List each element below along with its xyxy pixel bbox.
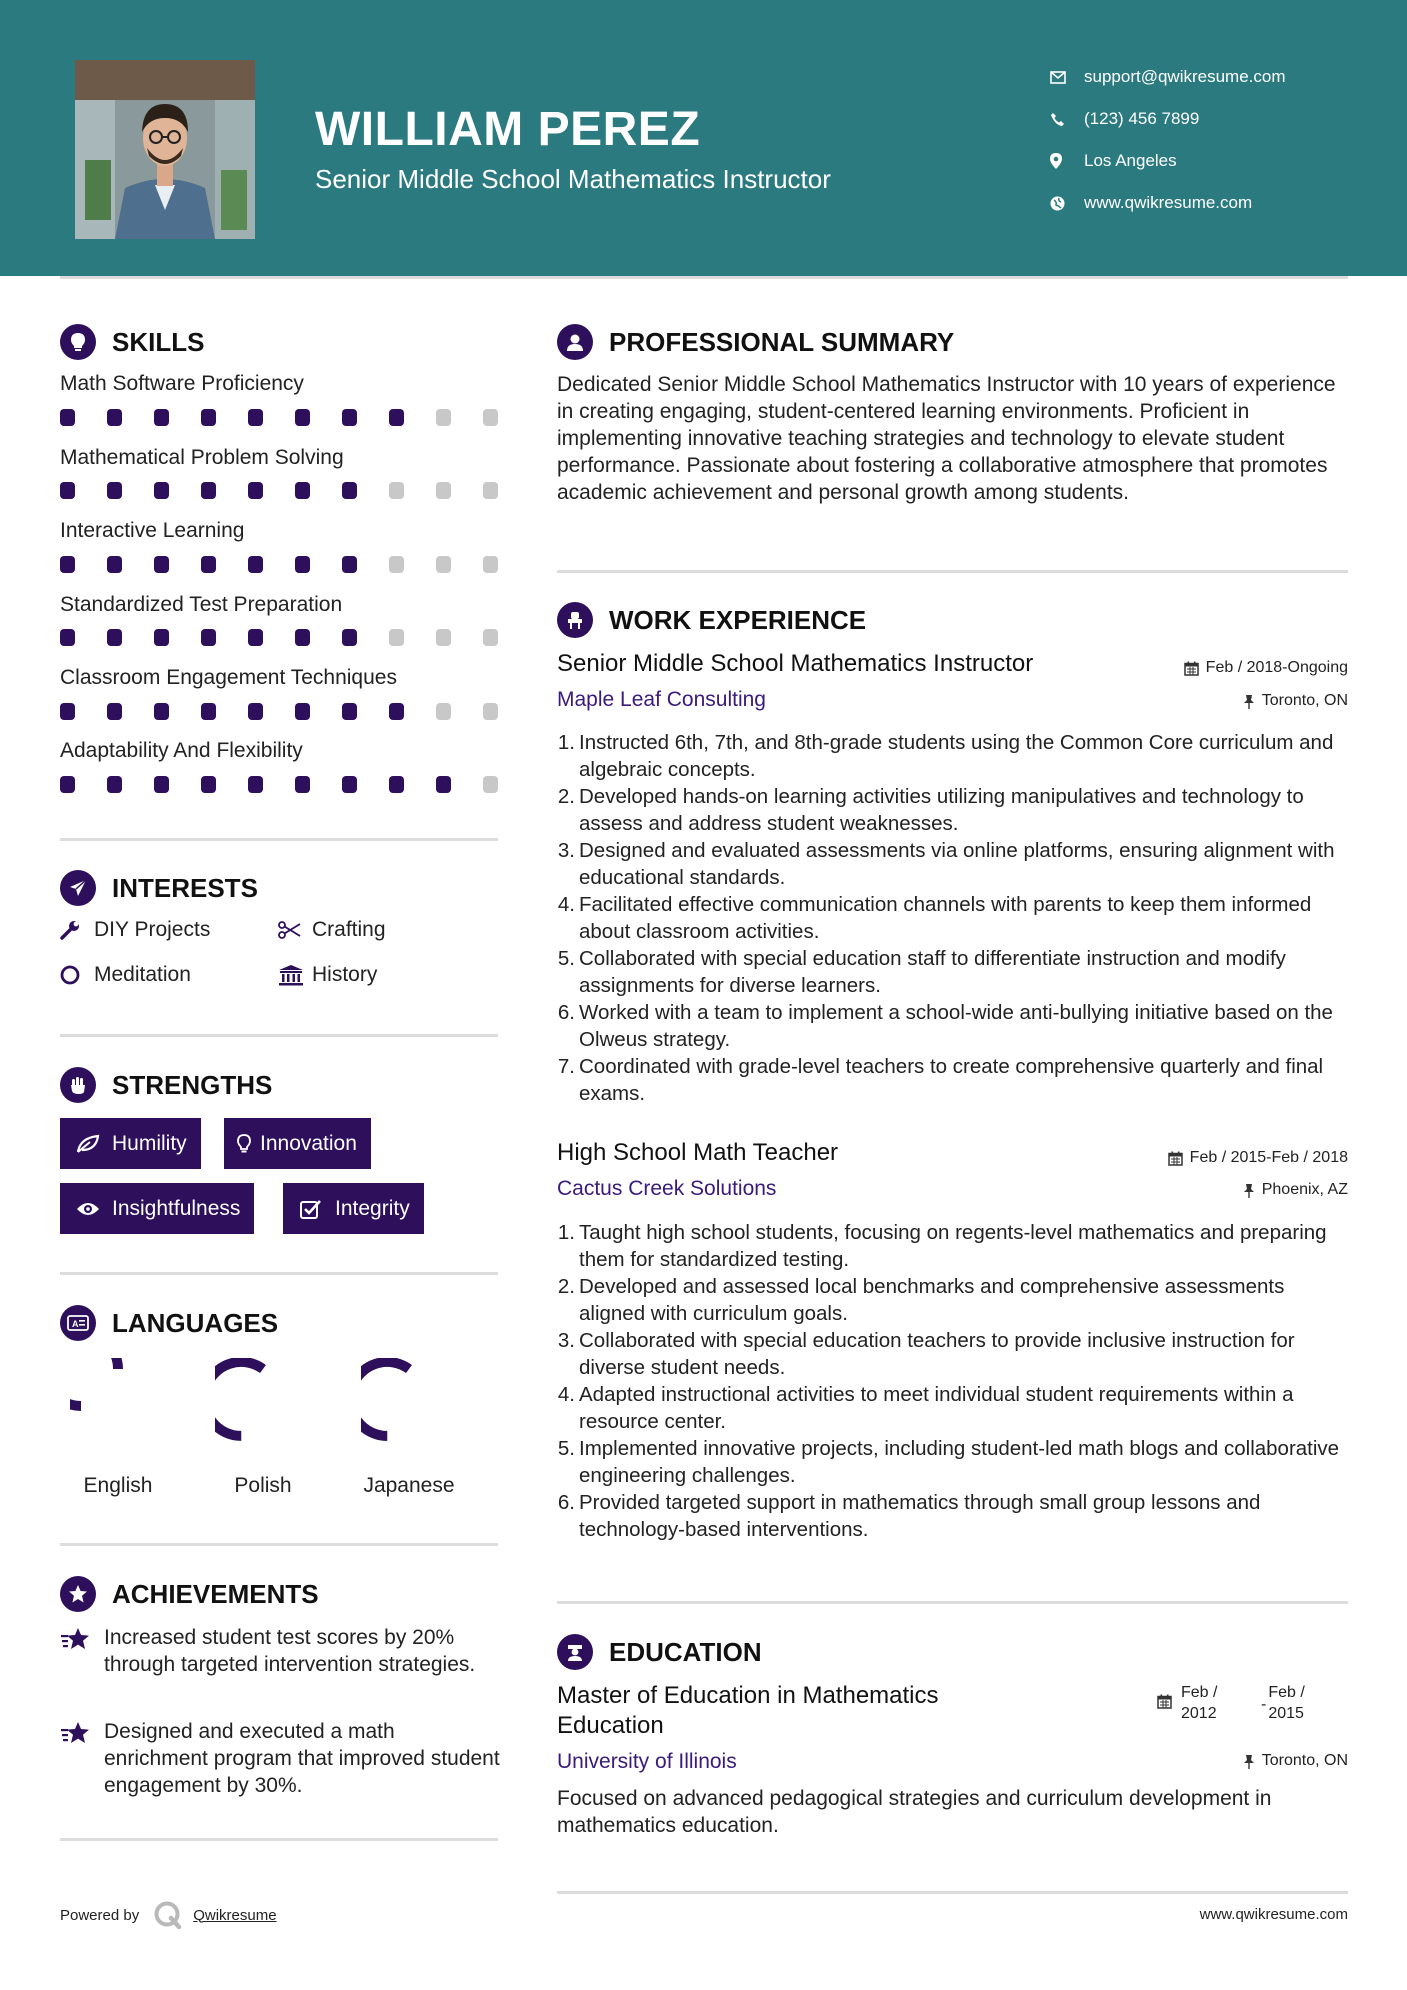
language-level-arc [361,1362,409,1436]
education-start-date: Feb / 2012 [1181,1684,1218,1722]
school-name: University of Illinois [557,1750,737,1773]
language-progress-ring [361,1358,457,1454]
skill-name: Interactive Learning [60,519,245,542]
briefcase-icon [557,602,593,638]
education-end-date: Feb / 2015 [1268,1684,1305,1722]
contact-email[interactable] [1050,56,1286,98]
skill-dot-filled [295,703,310,720]
skill-dot-filled [107,556,122,573]
lightbulb-icon [60,324,96,360]
calendar-icon [1168,1151,1183,1166]
skill-dot-filled [248,482,263,499]
candidate-name: WILLIAM PEREZ [315,103,701,156]
language-label: Polish [234,1474,292,1497]
interest-item [278,918,386,942]
skill-dot-empty [436,482,451,499]
degree-line-2: Education [557,1712,664,1739]
duty-number: 6. [557,1001,575,1024]
achievement-text: Increased student test scores by 20% through targeted intervention strategies. [104,1626,476,1676]
strength-label: Integrity [335,1196,410,1220]
skill-dot-filled [154,776,169,793]
section-divider [60,1034,498,1037]
work-title: WORK EXPERIENCE [609,604,867,635]
skill-rating [60,556,498,573]
duty-number: 5. [557,1437,575,1460]
job-location-text: Phoenix, AZ [1261,1181,1348,1198]
duty-item [557,945,1347,999]
skill-dot-empty [389,629,404,646]
duty-text: Worked with a team to implement a school-wide anti-bullying initiative based on the Olweus strategy. [579,1001,1333,1051]
skill-dot-empty [483,556,498,573]
duty-number: 3. [557,1329,575,1352]
skill-dot-filled [201,556,216,573]
skills-heading [60,324,204,360]
powered-by-text: Powered by [60,1906,140,1924]
strength-label: Innovation [260,1131,357,1155]
duty-item [557,1053,1347,1107]
skill-dot-filled [60,409,75,426]
education-location-text: Toronto, ON [1261,1752,1348,1769]
skill-dot-empty [483,482,498,499]
duty-number: 1. [557,1221,575,1244]
duty-number: 6. [557,1491,575,1514]
contact-website[interactable] [1050,182,1286,224]
skill-name: Math Software Proficiency [60,372,304,395]
skill-dot-filled [342,409,357,426]
education-heading [557,1634,762,1670]
skill-dot-filled [248,703,263,720]
job-dates-text: Feb / 2018-Ongoing [1205,659,1348,676]
job-dates-text: Feb / 2015-Feb / 2018 [1189,1149,1348,1166]
skill-dot-empty [389,482,404,499]
section-divider [60,1272,498,1275]
job-location [1243,692,1348,710]
job-title: Senior Middle School Mathematics Instructor [557,650,1034,677]
duty-text: Adapted instructional activities to meet individual student requirements within a resource center. [579,1383,1294,1433]
duty-text: Designed and evaluated assessments via online platforms, ensuring alignment with educational standards. [579,839,1335,889]
skill-rating [60,776,498,793]
qwikresume-link[interactable]: Qwikresume [193,1906,277,1924]
skill-dot-filled [107,703,122,720]
skill-dot-filled [201,703,216,720]
skill-dot-filled [107,409,122,426]
contact-location-text: Los Angeles [1084,151,1177,170]
duty-number: 5. [557,947,575,970]
skill-name: Standardized Test Preparation [60,593,343,616]
date-separator: - [1261,1696,1267,1713]
duty-number: 1. [557,731,575,754]
skill-dot-filled [295,776,310,793]
skill-dot-filled [201,776,216,793]
company-name: Maple Leaf Consulting [557,688,766,711]
achievement-item [60,1718,500,1799]
duty-text: Collaborated with special education teachers to provide inclusive instruction for diverse student needs. [579,1329,1295,1379]
footer-website[interactable]: www.qwikresume.com [1199,1906,1348,1923]
duty-number: 7. [557,1055,575,1078]
phone-icon [1050,112,1084,127]
duty-text: Developed hands-on learning activities utilizing manipulatives and technology to assess and address student weaknesses. [579,785,1304,835]
svg-text:A: A [72,1319,79,1329]
skill-dot-filled [389,703,404,720]
education-location [1243,1752,1348,1770]
skill-dot-filled [342,556,357,573]
duty-item [557,1489,1347,1543]
skill-dot-empty [436,703,451,720]
duty-number: 2. [557,785,575,808]
footer-branding [60,1900,277,1930]
skill-dot-filled [107,629,122,646]
skill-name: Mathematical Problem Solving [60,446,344,469]
section-divider [60,1543,498,1546]
paper-plane-icon [60,870,96,906]
skill-dot-filled [154,556,169,573]
circle-icon [60,965,94,985]
skill-dot-filled [248,629,263,646]
strength-tag [224,1118,371,1169]
duty-text: Instructed 6th, 7th, and 8th-grade students using the Common Core curriculum and algebraic concepts. [579,731,1334,781]
duty-text: Implemented innovative projects, including student-led math blogs and collaborative engineering challenges. [579,1437,1340,1487]
summary-text: Dedicated Senior Middle School Mathematics Instructor with 10 years of experience in creating engaging, student-centered learning environments. Proficient in implementing innovative teaching strategies and technology to elevate student performance. Passionate about fostering a collaborative atmosphere that promotes academic achievement and personal growth among students. [557,373,1336,504]
envelope-icon [1050,71,1084,84]
strengths-heading [60,1067,272,1103]
skill-rating [60,482,498,499]
skill-dot-filled [60,776,75,793]
skill-dot-filled [154,629,169,646]
skill-dot-filled [107,482,122,499]
language-level-arc [70,1358,118,1406]
languages-title: LANGUAGES [112,1307,279,1338]
eye-icon [70,1201,106,1217]
hand-icon [60,1067,96,1103]
profile-photo [75,60,255,239]
skill-dot-filled [248,776,263,793]
check-square-icon [293,1199,329,1219]
interest-label: Meditation [94,963,191,986]
skill-dot-filled [60,556,75,573]
strength-label: Insightfulness [112,1196,241,1220]
education-dates [1157,1682,1305,1724]
skill-name: Classroom Engagement Techniques [60,666,397,689]
calendar-icon [1157,1694,1172,1715]
skill-dot-empty [436,629,451,646]
skill-dot-filled [342,629,357,646]
duty-item [557,999,1347,1053]
candidate-role: Senior Middle School Mathematics Instructor [315,164,831,194]
skill-dot-empty [389,556,404,573]
company-name: Cactus Creek Solutions [557,1177,777,1200]
skill-dot-filled [389,409,404,426]
skill-dot-filled [342,482,357,499]
duty-item [557,1381,1347,1435]
strengths-title: STRENGTHS [112,1069,273,1100]
interests-title: INTERESTS [112,872,258,903]
skill-dot-empty [436,409,451,426]
duty-item [557,837,1347,891]
contact-website-text: www.qwikresume.com [1084,193,1253,212]
duty-text: Facilitated effective communication channels with parents to keep them informed about classroom activities. [579,893,1312,943]
duty-text: Provided targeted support in mathematics through small group lessons and technology-based interventions. [579,1491,1261,1541]
section-divider [557,570,1348,573]
language-label: English [83,1474,153,1497]
language-progress-ring [215,1358,311,1454]
globe-icon [1050,196,1084,211]
skill-dot-empty [436,556,451,573]
summary-title: PROFESSIONAL SUMMARY [609,326,955,357]
pushpin-icon [1243,694,1255,709]
contact-email-text: support@qwikresume.com [1084,67,1286,86]
language-item [203,1358,323,1498]
skill-dot-filled [436,776,451,793]
section-divider [557,1601,1348,1604]
duty-text: Taught high school students, focusing on regents-level mathematics and preparing them for standardized testing. [579,1221,1327,1271]
skill-dot-empty [483,703,498,720]
skill-rating [60,409,498,426]
skill-dot-filled [60,703,75,720]
interest-item [278,963,377,987]
contact-location [1050,140,1286,182]
skill-dot-filled [342,703,357,720]
duty-item [557,729,1347,783]
duty-list [557,1219,1347,1543]
interest-item [60,963,191,987]
skill-dot-filled [248,409,263,426]
skill-dot-filled [295,409,310,426]
duty-item [557,1435,1347,1489]
strength-label: Humility [112,1131,187,1155]
duty-number: 3. [557,839,575,862]
duty-text: Coordinated with grade-level teachers to create comprehensive quarterly and final exams. [579,1055,1324,1105]
skill-dot-filled [107,776,122,793]
pushpin-icon [1243,1754,1255,1769]
skill-dot-filled [201,409,216,426]
duty-text: Developed and assessed local benchmarks and comprehensive assessments aligned with curriculum goals. [579,1275,1285,1325]
star-badge-icon [60,1576,96,1612]
duty-list [557,729,1347,1107]
skill-dot-filled [295,482,310,499]
contact-list [1050,56,1286,224]
star-icon [60,1718,104,1799]
skill-dot-filled [154,409,169,426]
degree-line-1: Master of Education in Mathematics [557,1682,939,1709]
skill-dot-filled [342,776,357,793]
language-level-arc [215,1362,263,1436]
leaf-icon [70,1134,106,1154]
duty-item [557,1327,1347,1381]
duty-item [557,1219,1347,1273]
language-card-icon [60,1305,96,1341]
job-title: High School Math Teacher [557,1139,839,1166]
language-item [349,1358,469,1498]
skill-dot-filled [60,629,75,646]
contact-phone-text: (123) 456 7899 [1084,109,1200,128]
duty-number: 4. [557,1383,575,1406]
degree-title [557,1681,939,1741]
strength-tag [283,1183,424,1234]
skill-dot-filled [295,629,310,646]
skill-dot-filled [295,556,310,573]
duty-item [557,1273,1347,1327]
skill-dot-filled [248,556,263,573]
interest-label: Crafting [312,918,386,941]
job-dates [1168,1149,1348,1167]
interest-item [60,918,210,942]
interest-label: History [312,963,378,986]
duty-item [557,891,1347,945]
job-location [1243,1181,1348,1199]
strength-tag [60,1118,201,1169]
achievement-text: Designed and executed a math enrichment program that improved student engagement by 30%. [104,1720,500,1797]
job-location-text: Toronto, ON [1261,692,1348,709]
calendar-icon [1184,661,1199,676]
section-divider [60,838,498,841]
duty-text: Collaborated with special education staff to differentiate instruction and modify assignments for diverse learners. [579,947,1286,997]
wrench-icon [60,920,94,940]
interests-heading [60,870,258,906]
graduation-icon [557,1634,593,1670]
education-title: EDUCATION [609,1636,762,1667]
contact-phone[interactable] [1050,98,1286,140]
job-dates [1184,659,1348,677]
skill-rating [60,703,498,720]
skill-dot-filled [154,703,169,720]
skill-dot-filled [201,629,216,646]
scissors-icon [278,921,312,939]
section-divider [60,1838,498,1841]
map-marker-icon [1050,153,1084,169]
languages-heading [60,1305,278,1341]
duty-item [557,783,1347,837]
header-divider [60,276,1348,279]
qwikresume-logo-icon [153,1900,183,1930]
strength-tag [60,1183,254,1234]
language-progress-ring [70,1358,166,1454]
language-label: Japanese [363,1474,455,1497]
star-icon [60,1624,104,1678]
bank-icon [278,964,312,986]
skill-dot-empty [483,629,498,646]
skill-dot-empty [483,409,498,426]
duty-number: 4. [557,893,575,916]
pushpin-icon [1243,1183,1255,1198]
skill-dot-filled [389,776,404,793]
resume-header [0,0,1407,276]
skill-name: Adaptability And Flexibility [60,739,303,762]
skill-dot-filled [154,482,169,499]
duty-number: 2. [557,1275,575,1298]
skill-rating [60,629,498,646]
skill-dot-filled [201,482,216,499]
achievements-heading [60,1576,319,1612]
user-icon [557,324,593,360]
language-item [58,1358,178,1498]
summary-heading [557,324,954,360]
skill-dot-filled [60,482,75,499]
interest-label: DIY Projects [94,918,211,941]
skill-dot-empty [483,776,498,793]
lightbulb-icon [234,1134,254,1154]
skills-title: SKILLS [112,326,205,357]
achievements-title: ACHIEVEMENTS [112,1578,319,1609]
section-divider [557,1891,1348,1894]
achievement-item [60,1624,500,1678]
education-description: Focused on advanced pedagogical strategies and curriculum development in mathematics education. [557,1787,1272,1837]
work-heading [557,602,866,638]
